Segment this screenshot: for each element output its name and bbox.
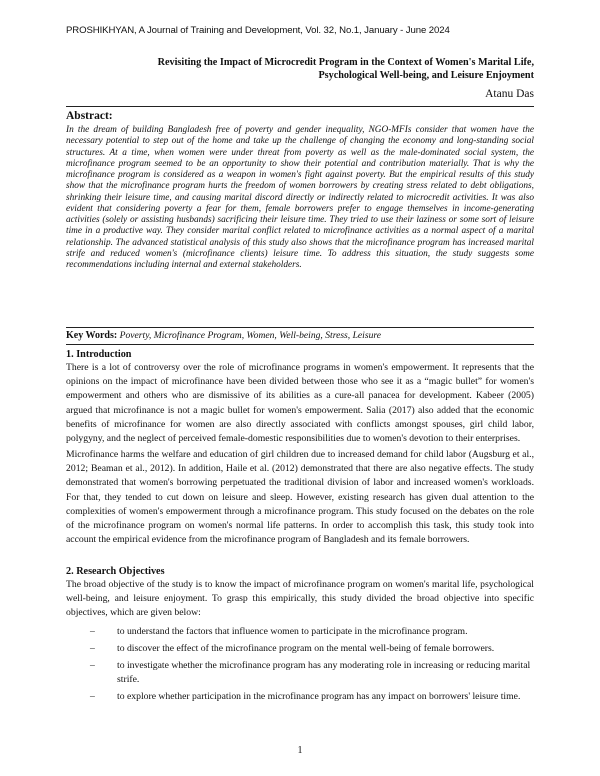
section-1-heading: 1. Introduction — [66, 349, 132, 360]
bullet-dash: – — [90, 660, 95, 671]
paper-title — [64, 56, 534, 82]
objectives-list — [90, 625, 534, 707]
abstract-top-rule — [66, 106, 534, 107]
objective-item — [90, 642, 534, 656]
objective-text: to investigate whether the microfinance program has any moderating role in increasing or reducing marital strife. — [117, 660, 531, 685]
section-1-paragraph-1: There is a lot of controversy over the role of microfinance programs in women's empowerment. It represents that the opinions on the impact of microfinance have been divided between those who see it as a “magic bullet” for women's empowerment and others who are dismissive of its abilities as a cure-all panacea for development. Kabeer (2005) argued that microfinance is not a magic bullet for women's empowerment. Salia (2017) also added that the economic benefits of microfinance for women are also directly associated with conflicts amongst spouses, girl child labor, polygyny, and the neglect of perceived female-domestic responsibilities due to women's devotion to their enterprises. — [66, 362, 534, 445]
keywords-text: Poverty, Microfinance Program, Women, Well-being, Stress, Leisure — [119, 330, 382, 341]
objective-item — [90, 690, 534, 704]
objective-text: to understand the factors that influence women to participate in the microfinance program. — [117, 626, 468, 637]
author-name: Atanu Das — [485, 88, 534, 100]
objective-text: to discover the effect of the microfinance program on the mental well-being of female borrowers. — [117, 643, 495, 654]
page-number: 1 — [297, 745, 303, 756]
bullet-dash: – — [90, 691, 95, 702]
objective-text: to explore whether participation in the microfinance program has any impact on borrowers' leisure time. — [117, 691, 521, 702]
section-2-paragraph: The broad objective of the study is to know the impact of microfinance program on women's marital life, psychological well-being, and leisure enjoyment. To grasp this empirically, this study divided the broad objective into specific objectives, which are given below: — [66, 579, 534, 619]
objective-item — [90, 659, 534, 687]
abstract-text: In the dream of building Bangladesh free of poverty and gender inequality, NGO-MFIs consider that women have the necessary potential to step out of the home and take up the challenge of changing the economy and long-standing social structures. At a time, when women were under threat from poverty as well as the male-dominated social system, the microfinance program seemed to be an opportunity to show their potential and contribution materially. That is why the microfinance program is considered as a weapon in women's fight against poverty. But the empirical results of this study show that the microfinance program hurts the freedom of women borrowers by creating stress related to debt obligations, shrinking their leisure time, and causing marital discord directly or indirectly related to microcredit activities. It was also evident that considering poverty a fear for them, female borrowers prefer to engage themselves in income-generating activities (solely or assisting husbands) sacrificing their leisure time. They tried to use their laziness or some sort of leisure time in a productive way. They consider marital conflict related to microfinance activities as a normal aspect of a marital relationship. The advanced statistical analysis of this study also shows that the microfinance program has increased marital strife and reduced women's (microfinance clients) leisure time. To address this situation, the study suggests some recommendations including internal and external stakeholders. — [66, 125, 534, 270]
abstract-bottom-rule — [66, 327, 534, 328]
paper-title-line-1: Revisiting the Impact of Microcredit Program in the Context of Women's Marital Life, — [157, 57, 534, 68]
keywords-label: Key Words: — [66, 330, 118, 341]
bullet-dash: – — [90, 643, 95, 654]
abstract-heading: Abstract: — [66, 110, 113, 122]
section-2-heading: 2. Research Objectives — [66, 566, 165, 577]
section-1-paragraph-2: Microfinance harms the welfare and education of girl children due to increased demand for child labor (Augsburg et al., 2012; Beaman et al., 2012). In addition, Haile et al. (2012) demonstrated that there are also negative effects. The study demonstrated that women's borrowing perpetuated the traditional division of labor and increased women's workloads. For that, they tended to cut down on leisure and sleep. However, existing research has given dual attention to the complexities of women's empowerment through a microfinance program. This study focused on the debates on the role of the microfinance program on women's normal life patterns. In order to accomplish this task, this study took into account the empirical evidence from the microfinance program of Bangladesh and its female borrowers. — [66, 449, 534, 546]
paper-title-line-2: Psychological Well-being, and Leisure Enjoyment — [318, 70, 534, 81]
keywords-rule — [66, 344, 534, 345]
bullet-dash: – — [90, 626, 95, 637]
keywords — [66, 330, 534, 341]
running-head: PROSHIKHYAN, A Journal of Training and Development, Vol. 32, No.1, January - June 2024 — [66, 25, 450, 36]
objective-item — [90, 625, 534, 639]
